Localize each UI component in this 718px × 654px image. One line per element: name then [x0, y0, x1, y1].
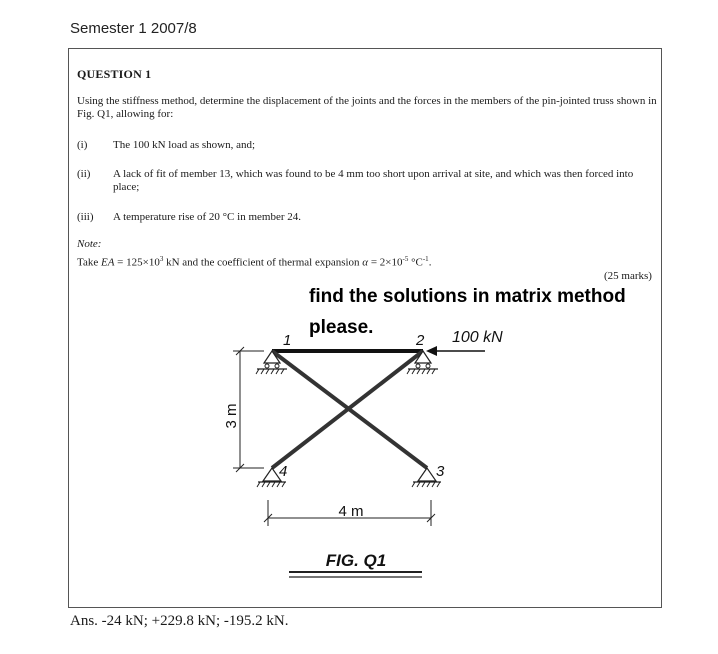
support-node-2: [407, 351, 438, 374]
item-number: (ii): [77, 168, 91, 180]
node-label-4: 4: [279, 463, 288, 480]
dimension-horizontal-label: 4 m: [338, 503, 364, 520]
figure-caption: FIG. Q1: [325, 551, 387, 570]
overlay-line-1: find the solutions in matrix method: [309, 286, 626, 307]
marks-label: (25 marks): [604, 270, 652, 282]
question-title: QUESTION 1: [77, 67, 152, 81]
note-text: Take EA = $125\times 10^3$ kN and the coefficient of thermal expansion $\alpha = 2\times 10^{-5}$ $^\circ C^{-1}$.: [77, 255, 432, 269]
item-number: (i): [77, 139, 88, 151]
support-node-1: [256, 351, 287, 374]
question-intro: Using the stiffness method, determine the displacement of the joints and the forces in the members of the pin-jointed truss shown in Fig. Q1, allowing for:: [77, 95, 657, 120]
answer-line: Ans. -24 kN; +229.8 kN; -195.2 kN.: [70, 613, 289, 629]
load-label: 100 kN: [452, 329, 503, 346]
dimension-vertical-label: 3 m: [223, 403, 240, 429]
item-text: A lack of fit of member 13, which was found to be 4 mm too short upon arrival at site, and which was then forced into place;: [113, 168, 634, 193]
node-label-3: 3: [436, 463, 445, 480]
node-label-1: 1: [283, 332, 292, 349]
item-number: (iii): [77, 211, 94, 223]
item-text: The 100 kN load as shown, and;: [113, 139, 256, 151]
overlay-line-2: please.: [309, 317, 374, 338]
load-arrow: [426, 346, 485, 356]
item-text: A temperature rise of 20 °C in member 24.: [113, 211, 301, 223]
node-label-2: 2: [416, 332, 425, 349]
overlay-request-text: [309, 281, 626, 343]
note-label: Note:: [77, 238, 102, 250]
semester-header: Semester 1 2007/8: [70, 20, 197, 37]
